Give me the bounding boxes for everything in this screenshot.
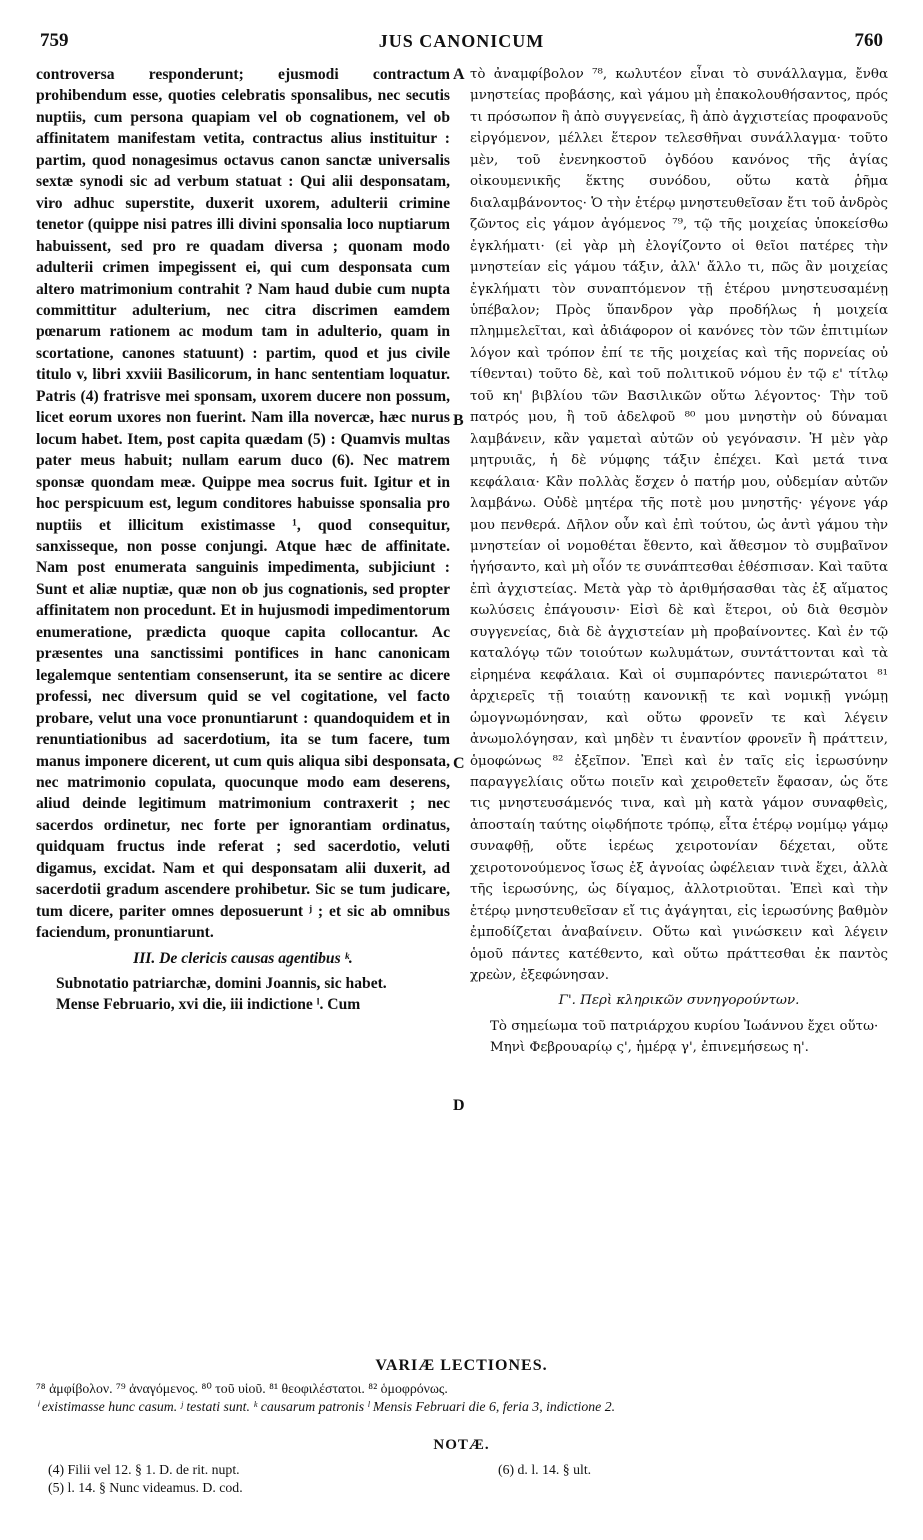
- margin-letter-a: A: [453, 66, 465, 83]
- margin-letter-d: D: [453, 1097, 465, 1114]
- variae-lectiones-title: VARIÆ LECTIONES.: [375, 1357, 548, 1374]
- page-number-left: 759: [40, 30, 69, 51]
- note-6: (6) d. l. 14. § ult.: [498, 1462, 592, 1477]
- page-header: [40, 30, 883, 58]
- latin-paragraph-1: controversa responderunt; ejusmodi contractum prohibendum esse, quoties celebratis sponsalibus, nec secutis nuptiis, cum persona quapiam vel ob cognationem, vel ob affinitatem manifestam vetita, contractus alius instituitur : partim, quod nonagesimus octavus canon sanctæ universalis sextæ synodi sic ad verbum statuat : Qui alii desponsatam, viro adhuc superstite, duxerit uxorem, adulterii crimine tenetor (quippe nisi patres illi divini sponsalia loco nuptiarum habuissent, sed pro re quadam diversa ; quonam modo adulterii crimen impegissent ei, qui cum desponsata cum altero matrimonium contrahit ? Nam haud dubie cum nupta committitur adulterium, nec citra discrimen eamdem pœnarum rationem ac modum tam in adulterio, quam in scortatione, canones statuunt) : partim, quod et jus civile titulo v, libri xxviii Basilicorum, in hanc sententiam loquatur. Patris (4) fratrisve mei sponsam, uxorem ducere non possum, licet eorum uxores non fuerint. Nam illa novercæ, hæc nurus locum habet. Item, post capita quædam (5) : Quamvis multas pater meus habuit; nullam earum duco (6). Nec matrem sponsæ quondam meæ. Quippe mea socrus fuit. Igitur et in hoc perspicuum est, legum conditores habuisse sponsalia pro nuptiis et illicitum existimasse ¹, quod consequitur, sanxisseque, non posse conjungi. Atque hæc de affinitate. Nam post enumerata sanguinis impedimenta, subjiciunt : Sunt et aliæ nuptiæ, quæ non ob jus cognationis, sed propter affinitatem non procedunt. Et in hujusmodi impedimentorum enumeratione, prædicta quoque capita collocantur. Ac præsentes una sanctissimi pontifices in hanc canonicam legalemque sententiam consenserunt, ita se sentire ac dicere professi, nec diversum quid se vel cogitatione, vel facto probare, velut una voce pronuntiarunt : quandoquidem et in renuntiationibus ad sacerdotium, ita se tum facere, tum manus imponere dicerent, ut cum quis aliqua sibi desponsata, nec matrimonio copulata, quocunque modo eam deserens, aliud deinde legitimum matrimonium contraxerit ; nec sacerdos ordinetur, nec forte per ignorantiam ordinatus, quidquam fructus inde referat ; sed sacerdotio, veluti digamus, excidat. Nam et qui desponsatam alii duxerit, ad sacerdotii gradum ascendere prohibetur. Sic se tum judicare, tum dicere, pariter omnes deposuerunt ʲ ; et sic ab omnibus faciendum, pronuntiarunt.: [36, 66, 450, 942]
- running-title: JUS CANONICUM: [378, 31, 545, 51]
- variae-line-latin: ⁱ existimasse hunc casum. ʲ testati sunt. ᵏ causarum patronis ˡ Mensis Februari die 6, feria 3, indictione 2.: [36, 1399, 616, 1414]
- greek-column: [470, 64, 888, 1059]
- greek-paragraph-2: Τὸ σημείωμα τοῦ πατριάρχου κυρίου Ἰωάννου ἔχει οὕτω·: [490, 1018, 879, 1034]
- greek-section-heading: Γ'. Περὶ κληρικῶν συνηγορούντων.: [558, 993, 800, 1009]
- margin-letter-b: B: [453, 412, 464, 429]
- greek-paragraph-3: Μηνὶ Φεβρουαρίῳ ς', ἡμέρᾳ γ', ἐπινεμήσεως η'.: [490, 1040, 809, 1056]
- page-number-right: 760: [854, 30, 883, 51]
- margin-letter-c: C: [453, 755, 465, 772]
- greek-paragraph-1: τὸ ἀναμφίβολον ⁷⁸, κωλυτέον εἶναι τὸ συνάλλαγμα, ἔνθα μνηστείας προβάσης, καὶ γάμου μὴ ἐπακολουθήσαντος, πρός τι πρόσωπον ἢ ἀπὸ συγγενείας, ἢ ἀπὸ ἀγχιστείας προφανοῦς εἰργόμενον, μέλλει ἕτερον τελεσθῆναι συνάλλαγμα· τοῦτο μὲν, τοῦ ἐνενηκοστοῦ ὀγδόου κανόνος τῆς ἁγίας οἰκουμενικῆς ἕκτης συνόδου, οὕτω κατὰ ῥῆμα διαλαμβάνοντος· Ὁ τὴν ἑτέρῳ μνηστευθεῖσαν ἔτι τοῦ ἀνδρὸς ζῶντος εἰς γάμον ἀγόμενος ⁷⁹, τῷ τῆς μοιχείας ὑποκείσθω ἐγκλήματι· (εἰ γὰρ μὴ ἐλογίζοντο οἱ θεῖοι πατέρες τὴν μνηστείαν εἰς γάμου τάξιν, ἀλλ' ἄλλο τι, πῶς ἂν μοιχείας ἐγκλήματι τὸν συναπτόμενον τῇ ἑτέρου μνηστευσαμένῃ ὑπέβαλον; Πρὸς ὕπανδρον γὰρ προδήλως ἡ μοιχεία πλημμελεῖται, καὶ ἀδιάφορον οἱ κανόνες τὸν τῶν ἐπιτιμίων λόγον καὶ τρόπον ἐπί τε τῆς μοιχείας καὶ τῆς πορνείας οὐ τίθενται) τοῦτο δὲ, καὶ τοῦ πολιτικοῦ νόμου ἐν τῷ ε' τίτλῳ τοῦ κη' βιβλίου τῶν Βασιλικῶν οὕτω λέγοντος· Τὴν τοῦ πατρός μου, ἢ τοῦ ἀδελφοῦ ⁸⁰ μου μνηστὴν οὐ δύναμαι λαμβάνειν, κἂν γαμεταὶ αὐτῶν οὐ γεγόνασιν. Ἡ μὲν γὰρ μητρυιᾶς, ἡ δὲ νύμφης τάξιν ἐπέχει. Καὶ μετά τινα κεφάλαια· Κἂν πολλὰς ἔσχεν ὁ πατήρ μου, οὐδεμίαν αὐτῶν λαμβάνω. Οὐδὲ μητέρα τῆς ποτὲ μου μνηστῆς· γέγονε γάρ μου πενθερά. Δῆλον οὖν καὶ ἐπὶ τούτου, ὡς ἀντὶ γάμου τὴν μνηστείαν οἱ νομοθέται ἔθεντο, καὶ ἄθεσμον τὸ συμβαῖνον ἡγήσαντο, καὶ μὴ οἷόν τε συνάπτεσθαι ἐθέσπισαν. Καὶ ταῦτα ἐπὶ ἀγχιστείας. Μετὰ γὰρ τὸ ἀριθμήσασθαι τὰς ἐξ αἵματος κωλύσεις ἐπάγουσιν· Εἰσὶ δὲ καὶ ἕτεροι, οὐ διὰ θεσμὸν συγγενείας, διὰ δὲ ἀγχιστείαν μὴ προβαίνοντες. Καὶ ἐν τῷ καταλόγῳ τῶν τοιούτων κωλυμάτων, συντάττονται καὶ τὰ εἰρημένα κεφάλαια. Καὶ οἱ συμπαρόντες πανιερώτατοι ⁸¹ ἀρχιερεῖς τῇ τοιαύτῃ κανονικῇ τε καὶ νομικῇ γνώμῃ ὡμογνωμόνησαν, καὶ οὕτω φρονεῖν τε καὶ λέγειν ἀνωμολόγησαν, καὶ μηδὲν τι ἐναντίον φρονεῖν ἢ πράττειν, ὁμοφώνως ⁸² ἐξεῖπον. Ἐπεὶ καὶ ἐν ταῖς εἰς ἱερωσύνην παραγγελίαις οὕτω ποιεῖν καὶ χειροθετεῖν ἔφασαν, ὡς ὅτε τις μνηστευσάμενός τινα, καὶ μὴ κατὰ γάμον συναφθεὶς, ἀποσταίη ταύτης οἱῳδήποτε τρόπῳ, εἶτα ἑτέρῳ νομίμῳ γάμῳ συναφθῇ, οὔτε ἱερέως χειροτονίαν δέχεται, οὔτε χειροτονούμενος ἴσως ἐξ ἀγνοίας ὠφέλειαν τινὰ ἕχει, ἀλλὰ τῆς ἱερωσύνης, ὡς δίγαμος, ἀλλοτριοῦται. Ἐπεὶ καὶ τὴν ἑτέρῳ μνηστευθεῖσαν εἴ τις ἀγάγηται, εἰς ἱερωσύνης βαθμὸν ἐμποδίζεται ἀναβαίνειν. Οὕτω καὶ γινώσκειν καὶ λέγειν ὁμοῦ πάντες κατέθεντο, καὶ οὕτω πράττεσθαι ἐκ παντὸς χρεὼν, ἐξεφώνησαν.: [470, 67, 888, 984]
- notes-right: [498, 1461, 878, 1479]
- latin-section-heading: III. De clericis causas agentibus ᵏ.: [133, 949, 353, 967]
- variae-line-greek: ⁷⁸ ἀμφίβολον. ⁷⁹ ἀναγόμενος. ⁸⁰ τοῦ υἱοῦ. ⁸¹ θεοφιλέστατοι. ⁸² ὁμοφρόνως.: [36, 1381, 448, 1396]
- latin-paragraph-2: Subnotatio patriarchæ, domini Joannis, sic habet.: [56, 975, 387, 993]
- variae-lectiones: [36, 1380, 886, 1416]
- latin-column: [36, 64, 450, 1016]
- notae-title: NOTÆ.: [433, 1437, 490, 1453]
- note-4: (4) Filii vel 12. § 1. D. de rit. nupt.: [48, 1462, 240, 1477]
- latin-paragraph-3: Mense Februario, xvi die, iii indictione ˡ. Cum: [56, 996, 361, 1014]
- notes-left: [48, 1461, 468, 1497]
- note-5: (5) l. 14. § Nunc videamus. D. cod.: [48, 1480, 243, 1495]
